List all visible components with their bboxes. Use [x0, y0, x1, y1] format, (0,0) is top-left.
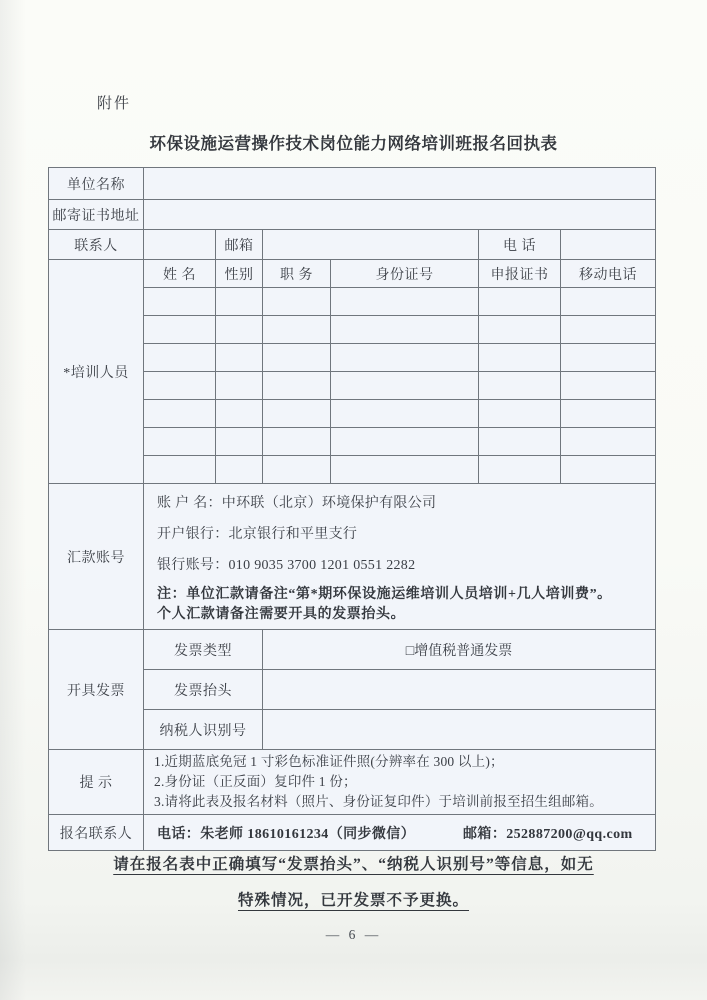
invoice-type-label: 发票类型: [144, 630, 263, 670]
trainee-empty-cell: [216, 428, 263, 456]
trainee-empty-cell: [216, 288, 263, 316]
registration-form-table: [48, 167, 656, 851]
trainee-empty-cell: [479, 344, 561, 372]
trainee-empty-cell: [144, 400, 216, 428]
trainee-empty-cell: [561, 372, 656, 400]
mailing-address-row: [49, 200, 656, 230]
tip-item-2: 2.身份证（正反面）复印件 1 份；: [154, 774, 357, 789]
trainee-empty-cell: [561, 456, 656, 484]
trainee-empty-cell: [144, 288, 216, 316]
trainee-empty-cell: [561, 400, 656, 428]
tip-item-3: 3.请将此表及报名材料（照片、身份证复印件）于培训前报至招生组邮箱。: [154, 794, 603, 809]
remittance-account-number: 银行账号：010 9035 3700 1201 0551 2282: [157, 558, 416, 573]
invoice-label: 开具发票: [49, 630, 144, 750]
unit-name-label: 单位名称: [49, 168, 144, 200]
attachment-label: 附件: [97, 96, 132, 112]
trainee-empty-cell: [479, 400, 561, 428]
mailing-address-value-cell: [144, 200, 656, 230]
remittance-row: [49, 484, 656, 630]
trainee-col-mobile: 移动电话: [561, 260, 656, 288]
trainee-col-id-number: 身份证号: [331, 260, 479, 288]
trainee-empty-cell: [561, 288, 656, 316]
trainee-empty-cell: [216, 400, 263, 428]
trainee-empty-cell: [561, 428, 656, 456]
unit-name-row: [49, 168, 656, 200]
trainee-empty-cell: [331, 428, 479, 456]
trainee-empty-cell: [561, 316, 656, 344]
invoice-type-row: [49, 630, 656, 670]
trainee-empty-cell: [144, 372, 216, 400]
remittance-details-cell: [144, 484, 656, 630]
taxpayer-id-value-cell: [263, 710, 656, 750]
tips-content-cell: [144, 750, 656, 815]
trainee-col-certificate: 申报证书: [479, 260, 561, 288]
remittance-label: 汇款账号: [49, 484, 144, 630]
trainee-empty-cell: [479, 372, 561, 400]
trainee-empty-cell: [263, 428, 331, 456]
email-label: 邮箱: [216, 230, 263, 260]
trainee-empty-cell: [144, 428, 216, 456]
phone-label: 电 话: [479, 230, 561, 260]
trainee-col-gender: 性别: [216, 260, 263, 288]
trainee-col-name: 姓 名: [144, 260, 216, 288]
trainee-empty-cell: [331, 316, 479, 344]
trainee-empty-cell: [144, 316, 216, 344]
invoice-type-value: □增值税普通发票: [263, 630, 656, 670]
remittance-note-line1: 注：单位汇款请备注“第*期环保设施运维培训人员培训+几人培训费”。: [157, 587, 612, 602]
trainee-empty-cell: [216, 344, 263, 372]
trainee-empty-cell: [263, 400, 331, 428]
trainee-empty-cell: [216, 316, 263, 344]
trainee-col-position: 职 务: [263, 260, 331, 288]
tips-row: [49, 750, 656, 815]
trainee-empty-cell: [331, 344, 479, 372]
trainee-empty-cell: [263, 344, 331, 372]
trainee-empty-cell: [479, 316, 561, 344]
invoice-title-label: 发票抬头: [144, 670, 263, 710]
mailing-address-label: 邮寄证书地址: [49, 200, 144, 230]
contact-label: 联系人: [49, 230, 144, 260]
trainee-empty-cell: [263, 372, 331, 400]
invoice-title-value-cell: [263, 670, 656, 710]
footer-note: [0, 852, 707, 924]
taxpayer-id-label: 纳税人识别号: [144, 710, 263, 750]
trainee-empty-cell: [331, 400, 479, 428]
trainee-empty-cell: [263, 288, 331, 316]
trainee-empty-cell: [263, 316, 331, 344]
trainee-empty-cell: [144, 344, 216, 372]
trainee-empty-cell: [561, 344, 656, 372]
tips-label: 提 示: [49, 750, 144, 815]
unit-name-value-cell: [144, 168, 656, 200]
trainee-empty-cell: [479, 456, 561, 484]
remittance-account-name: 账 户 名：中环联（北京）环境保护有限公司: [157, 496, 437, 511]
page-number: — 6 —: [325, 927, 382, 942]
trainee-empty-cell: [216, 456, 263, 484]
registration-contact-label: 报名联系人: [49, 815, 144, 851]
trainee-empty-cell: [216, 372, 263, 400]
email-value-cell: [263, 230, 479, 260]
remittance-note-line2: 个人汇款请备注需要开具的发票抬头。: [157, 607, 406, 622]
registration-contact-row: [49, 815, 656, 851]
trainee-empty-cell: [479, 428, 561, 456]
phone-value-cell: [561, 230, 656, 260]
trainees-label: *培训人员: [49, 260, 144, 484]
registration-contact-phone: 电话：朱老师 18610161234（同步微信）: [157, 826, 416, 842]
trainee-empty-cell: [263, 456, 331, 484]
trainee-header-row: [49, 260, 656, 288]
page-title: 环保设施运营操作技术岗位能力网络培训班报名回执表: [149, 134, 558, 153]
tip-item-1: 1.近期蓝底免冠 1 寸彩色标准证件照(分辨率在 300 以上)；: [154, 754, 504, 769]
registration-contact-cell: [144, 815, 656, 851]
footer-note-line1: 请在报名表中正确填写“发票抬头”、“纳税人识别号”等信息，如无: [113, 856, 594, 873]
contact-row: [49, 230, 656, 260]
trainee-empty-cell: [331, 288, 479, 316]
trainee-empty-cell: [144, 456, 216, 484]
trainee-empty-cell: [331, 456, 479, 484]
trainee-empty-cell: [479, 288, 561, 316]
footer-note-line2: 特殊情况，已开发票不予更换。: [237, 892, 469, 909]
remittance-bank: 开户银行：北京银行和平里支行: [157, 527, 358, 542]
registration-contact-email: 邮箱：252887200@qq.com: [463, 826, 633, 842]
trainee-empty-cell: [331, 372, 479, 400]
contact-value-cell: [144, 230, 216, 260]
